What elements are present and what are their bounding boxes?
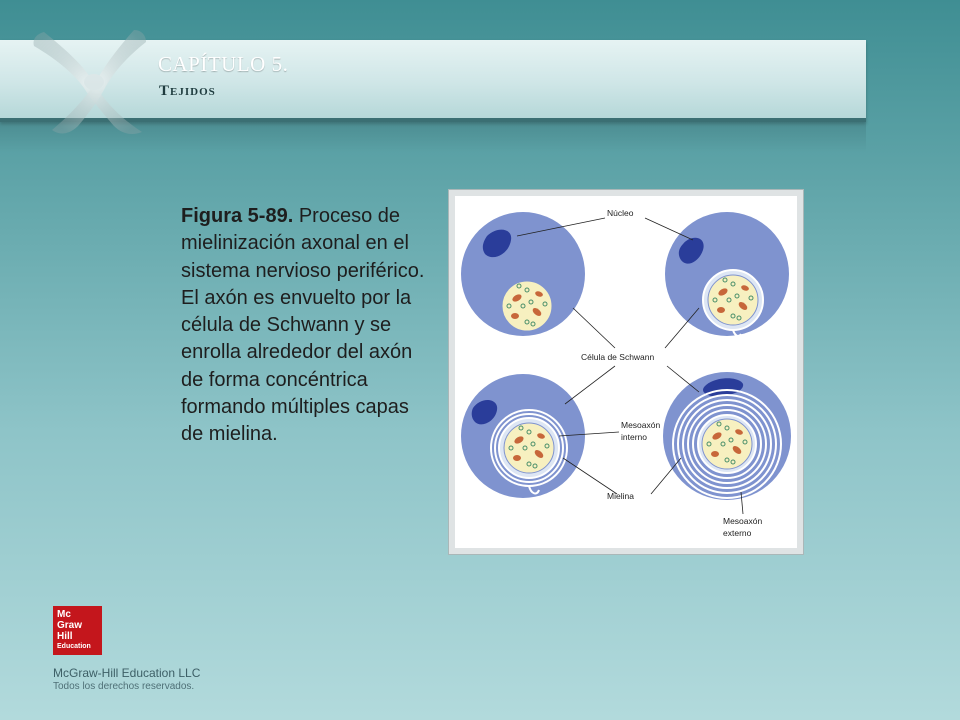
- figure-caption: [181, 203, 431, 449]
- logo-line-2: Graw: [57, 620, 83, 631]
- logo-line-3: Hill: [57, 631, 73, 642]
- label-mesoaxon-interno-1: Mesoaxón: [621, 420, 661, 430]
- footer-rights: Todos los derechos reservados.: [53, 681, 195, 692]
- mcgraw-hill-logo: [53, 606, 102, 655]
- chapter-subtitle: Tejidos: [159, 83, 216, 99]
- schwann-cell-stage-3: [461, 374, 585, 498]
- schwann-cell-stage-1: [461, 212, 585, 336]
- myelination-diagram: [455, 196, 797, 548]
- label-mesoaxon-interno-2: interno: [621, 432, 647, 442]
- label-mesoaxon-externo-1: Mesoaxón: [723, 516, 763, 526]
- label-mesoaxon-externo-2: externo: [723, 528, 752, 538]
- figure-frame: [448, 189, 804, 555]
- footer-company: McGraw-Hill Education LLC: [53, 666, 201, 680]
- label-mielina: Mielina: [607, 491, 634, 501]
- chapter-title: CAPÍTULO 5.: [158, 52, 289, 76]
- figure-panel: [455, 196, 797, 548]
- label-nucleo: Núcleo: [607, 208, 634, 218]
- schwann-cell-stage-2: [665, 212, 789, 336]
- logo-line-1: Mc: [57, 609, 71, 620]
- figure-label: Figura 5-89.: [181, 205, 294, 227]
- figure-caption-text: Proceso de mielinización axonal en el sistema nervioso periférico. El axón es envuelto por la célula de Schwann y se enrolla alrededor del axón de forma concéntrica formando múltiples capas de mielina.: [181, 205, 425, 446]
- schwann-cell-stage-4: [663, 372, 791, 500]
- label-schwann: Célula de Schwann: [581, 352, 655, 362]
- logo-line-4: Education: [57, 643, 91, 650]
- chromosome-icon: [14, 22, 164, 140]
